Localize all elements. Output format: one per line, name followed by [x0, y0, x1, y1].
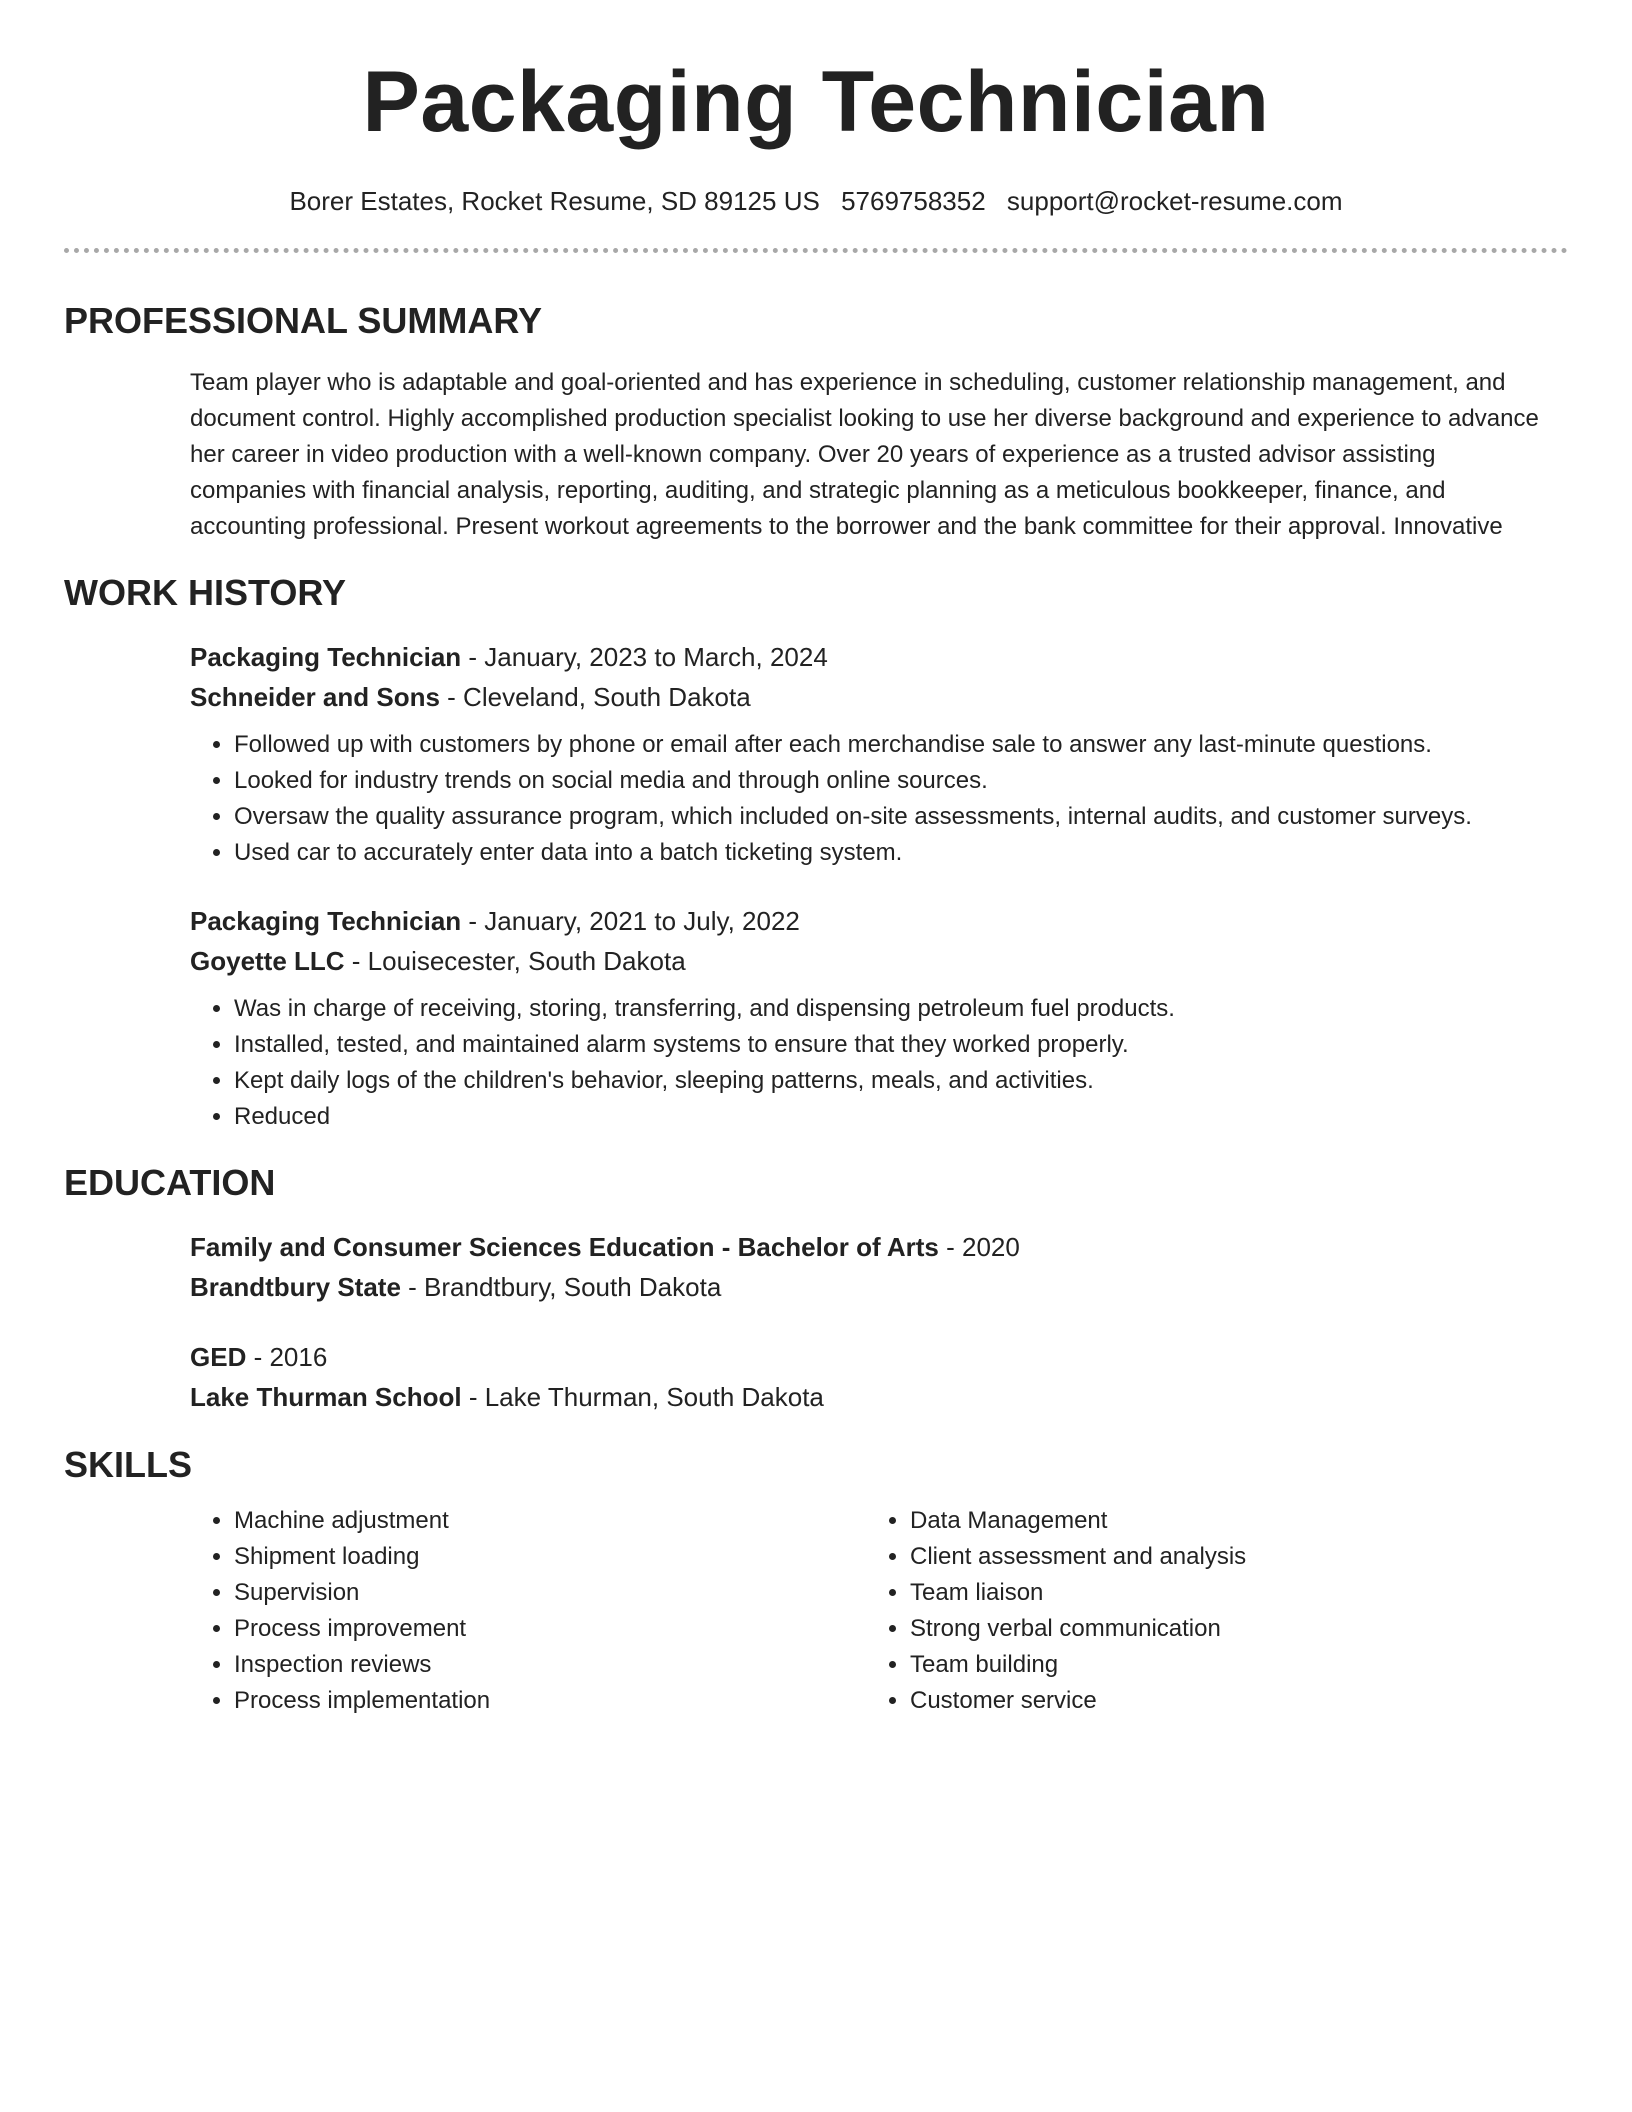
education-school: Brandtbury State: [190, 1272, 401, 1302]
education-year: - 2016: [246, 1342, 328, 1372]
job-company: Schneider and Sons: [190, 682, 440, 712]
job-role: Packaging Technician: [190, 906, 462, 936]
job-title-line: [190, 901, 1554, 941]
education-entry: [190, 1337, 1554, 1417]
job-bullets: [190, 727, 1554, 871]
skill-item: • Customer service: [910, 1683, 1506, 1719]
job-role: Packaging Technician: [190, 642, 462, 672]
education-degree: GED: [190, 1342, 247, 1372]
education-location: - Lake Thurman, South Dakota: [461, 1382, 824, 1412]
skills-columns: [190, 1503, 1554, 1719]
skills-list-left: [190, 1503, 830, 1719]
resume-name: Packaging Technician: [362, 54, 1270, 150]
job-dates: - January, 2023 to March, 2024: [461, 642, 828, 672]
job-company: Goyette LLC: [190, 946, 345, 976]
education-school: Lake Thurman School: [190, 1382, 462, 1412]
skill-item: • Client assessment and analysis: [910, 1539, 1506, 1575]
education-entry: [190, 1227, 1554, 1307]
education-degree-line: [190, 1227, 1554, 1267]
summary-heading: PROFESSIONAL SUMMARY: [64, 300, 543, 341]
education-degree-line: [190, 1337, 1554, 1377]
skill-item: • Team liaison: [910, 1575, 1506, 1611]
skill-item: • Process implementation: [234, 1683, 830, 1719]
header-divider: [64, 248, 1568, 253]
job-bullet: • Kept daily logs of the children's behavior, sleeping patterns, meals, and activities.: [234, 1063, 1554, 1099]
job-title-line: [190, 637, 1554, 677]
work-history-heading: WORK HISTORY: [64, 572, 347, 613]
job-location: - Louisecester, South Dakota: [344, 946, 686, 976]
summary-text: Team player who is adaptable and goal-oriented and has experience in scheduling, customer relationship management, and document control. Highly accomplished production specialist looking to use her diverse background and experience to advance her career in video production with a well-known company. Over 20 years of experience as a trusted advisor assisting companies with financial analysis, reporting, auditing, and strategic planning as a meticulous bookkeeper, finance, and accounting professional. Present workout agreements to the borrower and the bank committee for their approval. Innovative: [190, 369, 1539, 540]
skill-item: • Shipment loading: [234, 1539, 830, 1575]
contact-email: support@rocket-resume.com: [1006, 186, 1343, 216]
education-school-line: [190, 1377, 1554, 1417]
skill-item: • Process improvement: [234, 1611, 830, 1647]
skill-item: • Machine adjustment: [234, 1503, 830, 1539]
job-entry: [190, 901, 1554, 1135]
job-bullet: • Oversaw the quality assurance program, which included on-site assessments, internal audits, and customer surveys.: [234, 799, 1554, 835]
job-bullet: • Looked for industry trends on social media and through online sources.: [234, 763, 1554, 799]
job-bullets: [190, 991, 1554, 1135]
education-year: - 2020: [938, 1232, 1020, 1262]
skill-item: • Team building: [910, 1647, 1506, 1683]
contact-line: [64, 184, 1568, 218]
skill-item: • Supervision: [234, 1575, 830, 1611]
contact-address: Borer Estates, Rocket Resume, SD 89125 US: [289, 186, 820, 216]
education-heading: EDUCATION: [64, 1162, 276, 1203]
job-bullet: • Used car to accurately enter data into a batch ticketing system.: [234, 835, 1554, 871]
contact-phone: 5769758352: [841, 186, 986, 216]
skills-heading: SKILLS: [64, 1444, 193, 1485]
job-entry: [190, 637, 1554, 871]
job-company-line: [190, 941, 1554, 981]
job-location: - Cleveland, South Dakota: [439, 682, 751, 712]
education-location: - Brandtbury, South Dakota: [400, 1272, 722, 1302]
education-school-line: [190, 1267, 1554, 1307]
job-bullet: • Was in charge of receiving, storing, transferring, and dispensing petroleum fuel products.: [234, 991, 1554, 1027]
job-dates: - January, 2021 to July, 2022: [461, 906, 800, 936]
job-bullet: • Followed up with customers by phone or email after each merchandise sale to answer any last-minute questions.: [234, 727, 1554, 763]
education-degree: Family and Consumer Sciences Education - Bachelor of Arts: [190, 1232, 939, 1262]
job-bullet: • Reduced: [234, 1099, 1554, 1135]
skill-item: • Strong verbal communication: [910, 1611, 1506, 1647]
skill-item: • Inspection reviews: [234, 1647, 830, 1683]
job-company-line: [190, 677, 1554, 717]
job-bullet: • Installed, tested, and maintained alarm systems to ensure that they worked properly.: [234, 1027, 1554, 1063]
skill-item: • Data Management: [910, 1503, 1506, 1539]
skills-list-right: [866, 1503, 1506, 1719]
